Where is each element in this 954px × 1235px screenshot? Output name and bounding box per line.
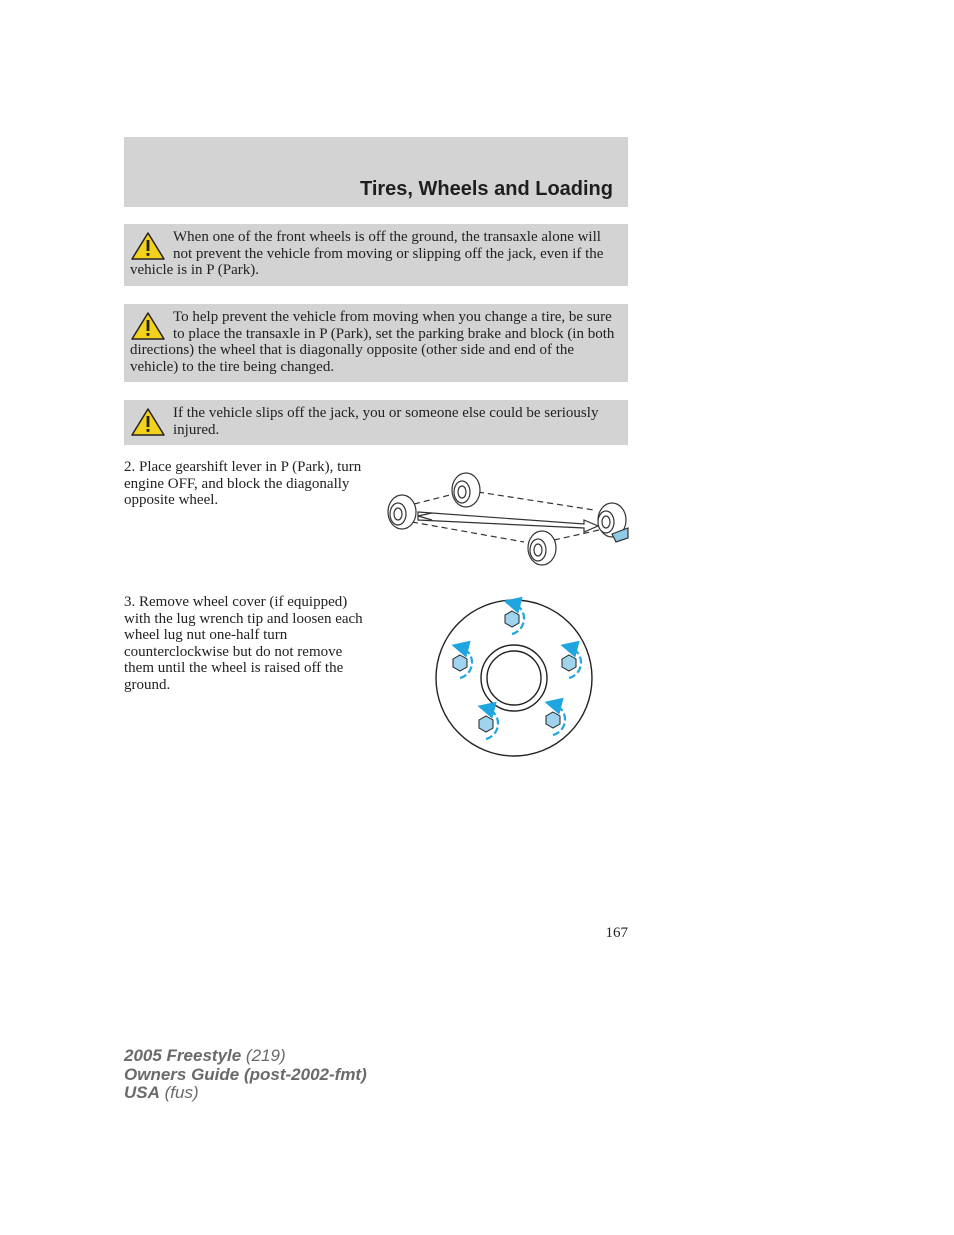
warning-text-1: When one of the front wheels is off the ground, the transaxle alone will not prevent the vehicle from moving or slipping off the jack, even if the vehicle is in P (Park).: [130, 229, 604, 278]
footer-guide: Owners Guide (post-2002-fmt): [124, 1064, 367, 1084]
lug-nut-icon: [546, 712, 560, 728]
wheel-lug-nut-diagram: [432, 596, 596, 760]
footer-market-code: (fus): [159, 1083, 199, 1102]
warning-text-2: To help prevent the vehicle from moving when you change a tire, be sure to place the transaxle in P (Park), set the parking brake and block (in both directions) the wheel that is diagonally opposite (other side and end of the vehicle) to the tire being changed.: [130, 309, 615, 375]
warning-triangle-icon: [130, 311, 166, 341]
step-3-text: 3. Remove wheel cover (if equipped) with the lug wrench tip and loosen each wheel lug nut one-half turn counterclockwise but do not remove them until the wheel is raised off the ground.: [124, 594, 363, 693]
lug-nut-icon: [562, 655, 576, 671]
step-2-text: 2. Place gearshift lever in P (Park), turn engine OFF, and block the diagonally opposite wheel.: [124, 459, 362, 508]
section-title: Tires, Wheels and Loading: [359, 178, 613, 200]
warning-box-3: [124, 400, 628, 445]
lug-nut-icon: [453, 655, 467, 671]
footer-document-info: [124, 1047, 367, 1103]
footer-model-code: (219): [241, 1046, 286, 1065]
warning-triangle-icon: [130, 231, 166, 261]
page-number: 167: [605, 925, 628, 941]
warning-text-3: If the vehicle slips off the jack, you or someone else could be seriously injured.: [173, 405, 599, 438]
warning-box-1: [124, 224, 628, 286]
footer-model: 2005 Freestyle: [124, 1046, 242, 1065]
lug-nut-icon: [479, 716, 493, 732]
section-header: [124, 137, 628, 207]
wheel-block-diagram: [384, 468, 632, 572]
lug-nut-icon: [505, 611, 519, 627]
warning-box-2: [124, 304, 628, 382]
warning-triangle-icon: [130, 407, 166, 437]
footer-market: USA: [124, 1083, 160, 1102]
